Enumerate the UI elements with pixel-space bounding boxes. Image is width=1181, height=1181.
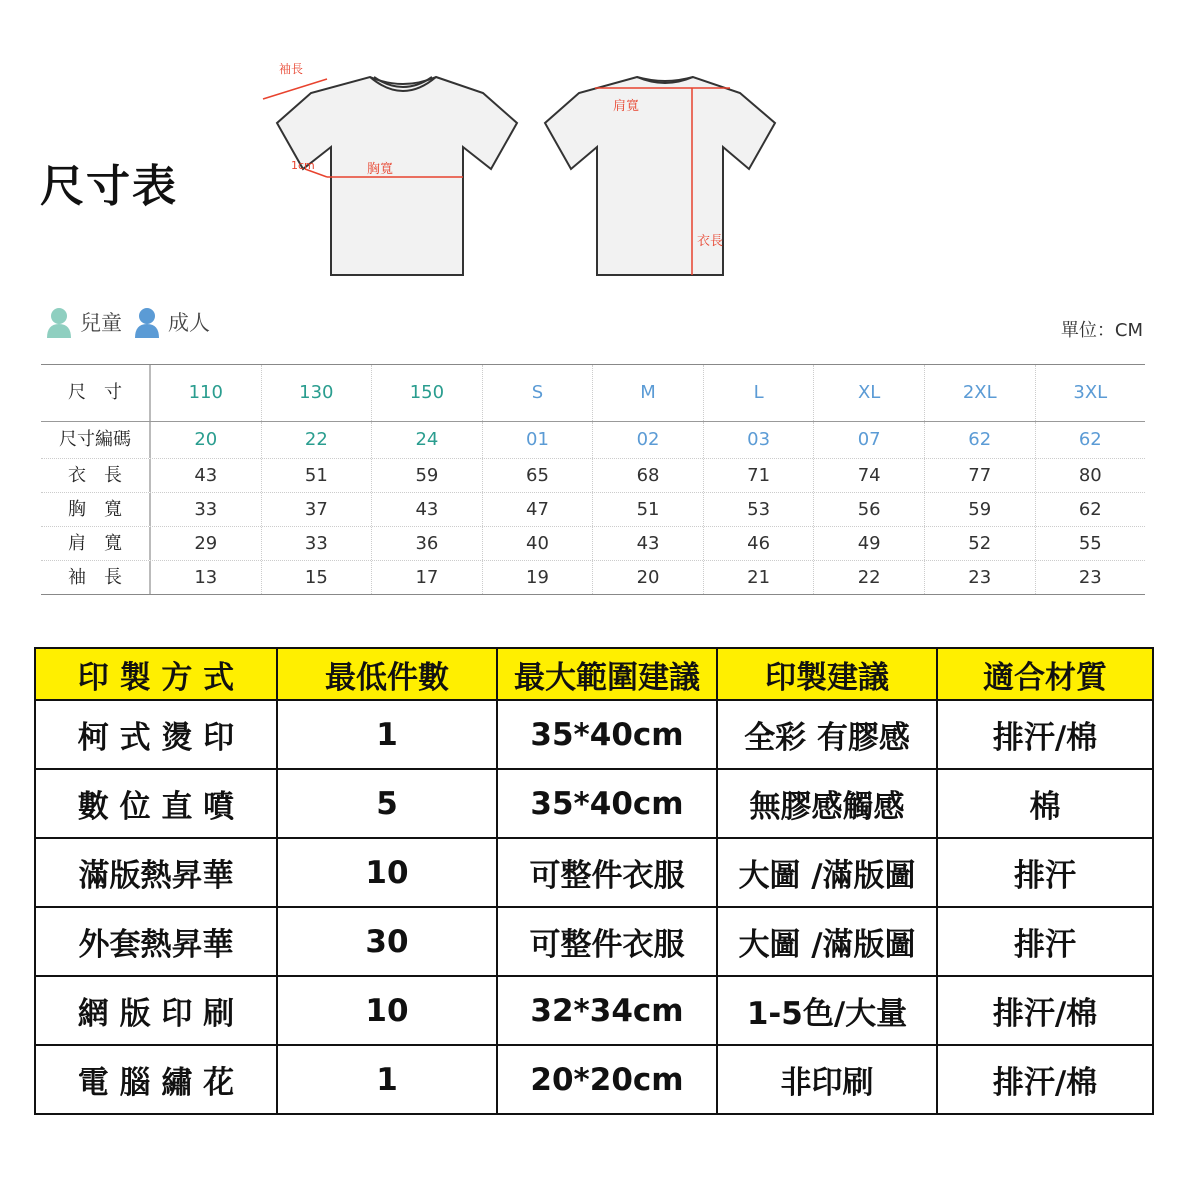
table-row xyxy=(35,1045,1153,1114)
row-label: 胸 寬 xyxy=(41,493,151,526)
table-cell: 77 xyxy=(925,459,1036,492)
table-cell: 22 xyxy=(262,422,373,458)
table-cell: 43 xyxy=(593,527,704,560)
table-cell: 62 xyxy=(1078,499,1102,520)
table-cell: 02 xyxy=(593,422,704,458)
legend xyxy=(46,306,222,338)
offset-label: 1cm xyxy=(291,159,315,172)
table-row xyxy=(35,769,1153,838)
front-tshirt-icon xyxy=(277,77,517,275)
table-cell: 數 位 直 噴 xyxy=(35,769,277,838)
table-cell: 24 xyxy=(372,422,483,458)
table-cell: 62 xyxy=(1078,429,1102,450)
size-header-cell: 110 xyxy=(151,365,262,421)
table-cell: 59 xyxy=(925,493,1036,526)
table-cell: 20 xyxy=(593,561,704,594)
table-cell: 32*34cm xyxy=(497,976,717,1045)
table-cell: 全彩 有膠感 xyxy=(717,700,937,769)
table-cell: 22 xyxy=(814,561,925,594)
legend-adult-label: 成人 xyxy=(168,311,210,335)
table-cell: 62 xyxy=(925,422,1036,458)
table-cell: 柯 式 燙 印 xyxy=(35,700,277,769)
column-header: 最大範圍建議 xyxy=(497,648,717,700)
table-cell: 53 xyxy=(704,493,815,526)
row-label: 肩 寬 xyxy=(41,527,151,560)
table-cell: 65 xyxy=(483,459,594,492)
table-cell: 59 xyxy=(372,459,483,492)
table-cell: 10 xyxy=(277,838,497,907)
table-cell: 01 xyxy=(483,422,594,458)
table-cell: 大圖 /滿版圖 xyxy=(717,907,937,976)
table-cell: 15 xyxy=(262,561,373,594)
table-cell: 大圖 /滿版圖 xyxy=(717,838,937,907)
table-cell: 68 xyxy=(593,459,704,492)
table-cell: 排汗 xyxy=(937,838,1153,907)
table-row xyxy=(35,838,1153,907)
table-cell: 23 xyxy=(1078,567,1102,588)
size-header-cell: XL xyxy=(814,365,925,421)
table-row xyxy=(41,493,1145,527)
table-cell: 無膠感觸感 xyxy=(717,769,937,838)
legend-adult xyxy=(134,306,210,338)
table-cell: 07 xyxy=(814,422,925,458)
table-cell: 20*20cm xyxy=(497,1045,717,1114)
table-cell: 55 xyxy=(1078,533,1102,554)
table-cell: 排汗/棉 xyxy=(937,976,1153,1045)
table-cell: 1-5色/大量 xyxy=(717,976,937,1045)
table-cell: 03 xyxy=(704,422,815,458)
table-cell: 10 xyxy=(277,976,497,1045)
table-cell: 21 xyxy=(704,561,815,594)
table-cell: 30 xyxy=(277,907,497,976)
table-row xyxy=(41,561,1145,594)
column-header: 印 製 方 式 xyxy=(35,648,277,700)
legend-kids xyxy=(46,306,122,338)
table-cell: 37 xyxy=(262,493,373,526)
size-header-label: 尺 寸 xyxy=(41,365,151,421)
size-header-cell: 130 xyxy=(262,365,373,421)
row-label: 尺寸編碼 xyxy=(41,422,151,458)
table-cell: 非印刷 xyxy=(717,1045,937,1114)
tshirt-diagram xyxy=(255,55,795,290)
garment-length-label: 衣長 xyxy=(697,234,724,249)
table-cell: 43 xyxy=(151,459,262,492)
legend-kids-label: 兒童 xyxy=(80,311,122,335)
size-header-cell: 3XL xyxy=(1073,382,1108,403)
table-cell: 19 xyxy=(483,561,594,594)
size-header-cell: 150 xyxy=(372,365,483,421)
back-tshirt-icon xyxy=(545,77,775,275)
table-cell: 51 xyxy=(262,459,373,492)
table-cell: 40 xyxy=(483,527,594,560)
table-cell: 74 xyxy=(814,459,925,492)
table-cell: 20 xyxy=(151,422,262,458)
table-cell: 1 xyxy=(277,700,497,769)
size-header-cell: M xyxy=(593,365,704,421)
table-row xyxy=(35,976,1153,1045)
shoulder-width-label: 肩寬 xyxy=(613,99,640,114)
unit-label: 單位：CM xyxy=(1060,320,1143,341)
size-header-cell: S xyxy=(483,365,594,421)
size-code-row xyxy=(41,422,1145,459)
table-cell: 46 xyxy=(704,527,815,560)
row-label: 衣 長 xyxy=(41,459,151,492)
table-cell: 滿版熱昇華 xyxy=(35,838,277,907)
table-row xyxy=(35,907,1153,976)
sleeve-length-label: 袖長 xyxy=(279,62,304,76)
page-title: 尺寸表 xyxy=(40,161,178,212)
size-table xyxy=(41,364,1145,595)
print-header-row xyxy=(35,648,1153,700)
table-cell: 56 xyxy=(814,493,925,526)
adult-person-icon xyxy=(134,306,160,338)
kids-person-icon xyxy=(46,306,72,338)
table-cell: 13 xyxy=(151,561,262,594)
table-cell: 電 腦 繡 花 xyxy=(35,1045,277,1114)
column-header: 最低件數 xyxy=(277,648,497,700)
table-cell: 23 xyxy=(925,561,1036,594)
table-cell: 35*40cm xyxy=(497,769,717,838)
size-header-cell: L xyxy=(704,365,815,421)
table-cell: 80 xyxy=(1078,465,1102,486)
table-cell: 33 xyxy=(151,493,262,526)
table-cell: 外套熱昇華 xyxy=(35,907,277,976)
table-cell: 排汗/棉 xyxy=(937,1045,1153,1114)
table-cell: 5 xyxy=(277,769,497,838)
table-cell: 可整件衣服 xyxy=(497,838,717,907)
size-header-row xyxy=(41,365,1145,422)
table-cell: 47 xyxy=(483,493,594,526)
table-cell: 33 xyxy=(262,527,373,560)
table-cell: 36 xyxy=(372,527,483,560)
table-cell: 52 xyxy=(925,527,1036,560)
table-row xyxy=(41,527,1145,561)
table-cell: 49 xyxy=(814,527,925,560)
table-cell: 17 xyxy=(372,561,483,594)
column-header: 適合材質 xyxy=(937,648,1153,700)
table-cell: 51 xyxy=(593,493,704,526)
table-cell: 43 xyxy=(372,493,483,526)
table-row xyxy=(41,459,1145,493)
column-header: 印製建議 xyxy=(717,648,937,700)
table-row xyxy=(35,700,1153,769)
table-cell: 1 xyxy=(277,1045,497,1114)
row-label: 袖 長 xyxy=(41,561,151,594)
table-cell: 29 xyxy=(151,527,262,560)
size-header-cell: 2XL xyxy=(925,365,1036,421)
print-methods-table xyxy=(34,647,1154,1115)
table-cell: 排汗/棉 xyxy=(937,700,1153,769)
table-cell: 可整件衣服 xyxy=(497,907,717,976)
chest-width-label: 胸寬 xyxy=(367,162,394,177)
table-cell: 35*40cm xyxy=(497,700,717,769)
table-cell: 排汗 xyxy=(937,907,1153,976)
table-cell: 71 xyxy=(704,459,815,492)
table-cell: 網 版 印 刷 xyxy=(35,976,277,1045)
table-cell: 棉 xyxy=(937,769,1153,838)
